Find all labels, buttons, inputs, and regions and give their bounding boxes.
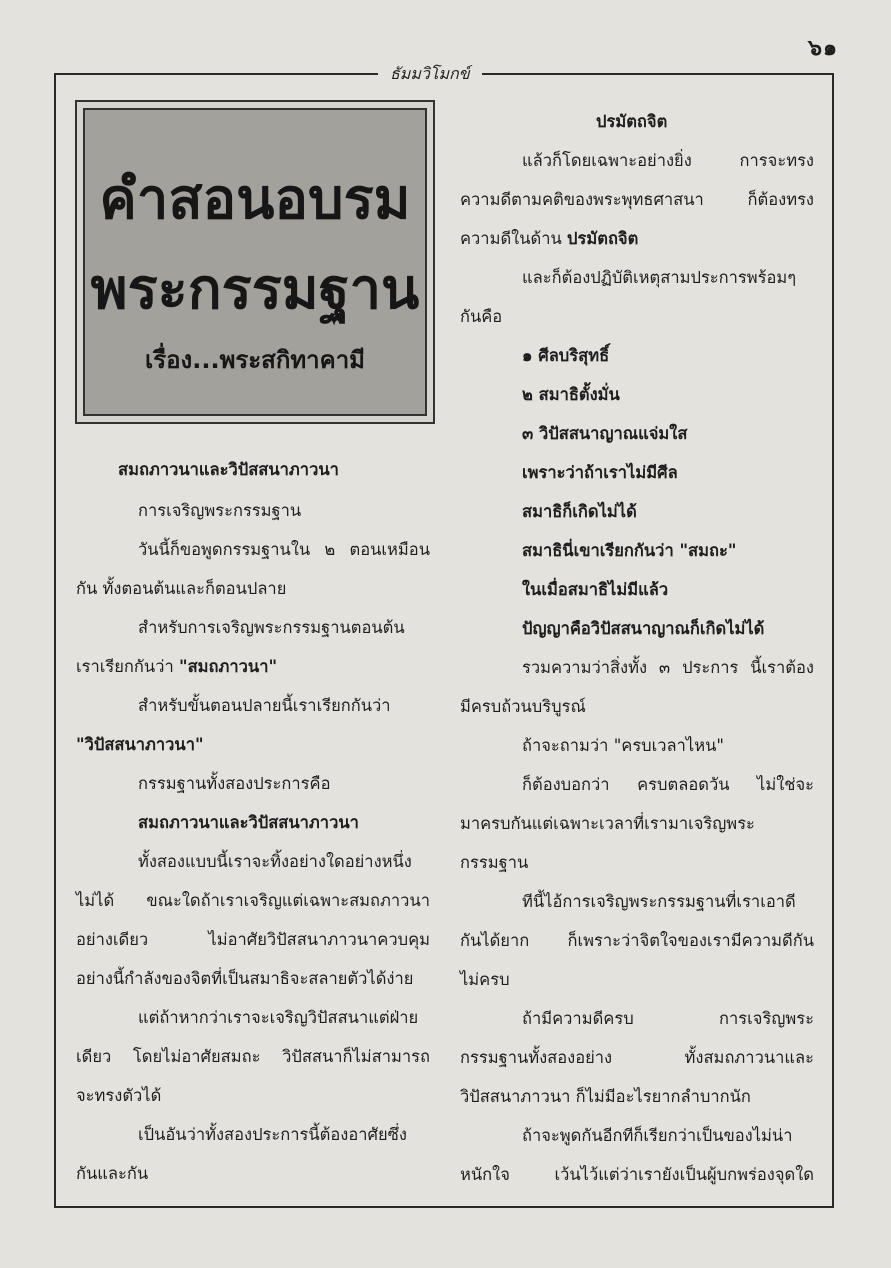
text-line: เดียว โดยไม่อาศัยสมถะ วิปัสสนาก็ไม่สามารถ	[76, 1047, 430, 1066]
text-line: มาครบกันแต่เฉพาะเวลาที่เรามาเจริญพระ	[460, 814, 755, 833]
text-line: ถ้าจะพูดกันอีกทีก็เรียกว่าเป็นของไม่น่า	[522, 1126, 793, 1145]
section-heading: สมถภาวนาและวิปัสสนาภาวนา	[118, 460, 339, 479]
text-line: เพราะว่าถ้าเราไม่มีศีล	[522, 463, 678, 482]
text-line: กรรมฐานทั้งสองประการคือ	[138, 774, 331, 793]
title-line-2: พระกรรมฐาน	[90, 257, 420, 322]
text-line	[460, 231, 638, 248]
text-line: สมาธิก็เกิดไม่ได้	[522, 502, 637, 521]
text-line: ไม่ครบ	[460, 970, 510, 989]
text-line: อย่างเดียว ไม่อาศัยวิปัสสนาภาวนาควบคุม	[76, 930, 430, 949]
list-item: ๒ สมาธิตั้งมั่น	[522, 385, 620, 404]
title-line-1: คำสอนอบรม	[99, 167, 411, 232]
text-line: กันได้ยาก ก็เพราะว่าจิตใจของเรามีความดีกัน	[460, 931, 814, 950]
text-line: ก็ต้องบอกว่า ครบตลอดวัน ไม่ใช่จะ	[522, 775, 814, 794]
text-line: สมาธินี่เขาเรียกกันว่า "สมถะ"	[522, 541, 737, 560]
text-line: มีครบถ้วนบริบูรณ์	[460, 697, 586, 716]
text-line: แต่ถ้าหากว่าเราจะเจริญวิปัสสนาแต่ฝ่าย	[138, 1008, 419, 1027]
text-line: หนักใจ เว้นไว้แต่ว่าเรายังเป็นผู้บกพร่องจุดใด	[460, 1165, 814, 1184]
text-line: สมถภาวนาและวิปัสสนาภาวนา	[138, 813, 359, 832]
text-line: รวมความว่าสิ่งทั้ง ๓ ประการ นี้เราต้อง	[522, 658, 814, 677]
text-line: วิปัสสนาภาวนา ก็ไม่มีอะไรยากลำบากนัก	[460, 1087, 751, 1106]
text-line: จะทรงตัวได้	[76, 1086, 162, 1105]
text-line: ในเมื่อสมาธิไม่มีแล้ว	[522, 580, 669, 599]
list-item: ๓ วิปัสสนาญาณแจ่มใส	[522, 424, 688, 443]
text-line: สำหรับการเจริญพระกรรมฐานตอนต้น	[138, 618, 405, 637]
emphasis-term: "สมถภาวนา"	[178, 657, 278, 676]
text-line: กันคือ	[460, 307, 503, 326]
page-number: ๖๑	[808, 36, 838, 61]
text-line: เป็นอันว่าทั้งสองประการนี้ต้องอาศัยซึ่ง	[138, 1125, 407, 1144]
text-line: ปัญญาคือวิปัสสนาญาณก็เกิดไม่ได้	[522, 619, 765, 638]
text-line: และก็ต้องปฏิบัติเหตุสามประการพร้อมๆ	[522, 268, 797, 287]
title-box-inner	[83, 108, 427, 416]
text-line: การเจริญพระกรรมฐาน	[138, 501, 302, 520]
text-fragment: เราเรียกกันว่า	[76, 657, 179, 676]
emphasis-term: ปรมัตถจิต	[567, 229, 639, 248]
text-line: กรรมฐานทั้งสองอย่าง ทั้งสมถภาวนาและ	[460, 1048, 814, 1067]
emphasis-term: "วิปัสสนาภาวนา"	[76, 735, 204, 754]
text-fragment: ความดีในด้าน	[460, 229, 568, 248]
title-box	[75, 100, 435, 424]
text-line: กันและกัน	[76, 1164, 149, 1183]
text-line: ความดีตามคติของพระพุทธศาสนา ก็ต้องทรง	[460, 190, 814, 209]
section-heading: ปรมัตถจิต	[596, 112, 668, 131]
running-header: ธัมมวิโมกข์	[378, 62, 482, 87]
text-line: ถ้ามีความดีครบ การเจริญพระ	[522, 1009, 814, 1028]
text-line: ทั้งสองแบบนี้เราจะทิ้งอย่างใดอย่างหนึ่ง	[138, 852, 412, 871]
text-line: กรรมฐาน	[460, 853, 529, 872]
text-line: ทีนี้ไอ้การเจริญพระกรรมฐานที่เราเอาดี	[522, 892, 796, 911]
list-item: ๑ ศีลบริสุทธิ์	[522, 346, 610, 365]
text-line: แล้วก็โดยเฉพาะอย่างยิ่ง การจะทรง	[522, 151, 814, 170]
text-line: สำหรับขั้นตอนปลายนี้เราเรียกกันว่า	[138, 696, 391, 715]
text-line: ไม่ได้ ขณะใดถ้าเราเจริญแต่เฉพาะสมถภาวนา	[76, 891, 430, 910]
text-line: วันนี้ก็ขอพูดกรรมฐานใน ๒ ตอนเหมือน	[138, 540, 430, 559]
text-line: อย่างนี้กำลังของจิตที่เป็นสมาธิจะสลายตัวได้ง่าย	[76, 969, 414, 988]
text-line	[76, 659, 277, 676]
title-subtitle: เรื่อง...พระสกิทาคามี	[144, 346, 365, 374]
text-line: ถ้าจะถามว่า "ครบเวลาไหน"	[522, 736, 724, 755]
text-line: กัน ทั้งตอนต้นและก็ตอนปลาย	[76, 579, 287, 598]
